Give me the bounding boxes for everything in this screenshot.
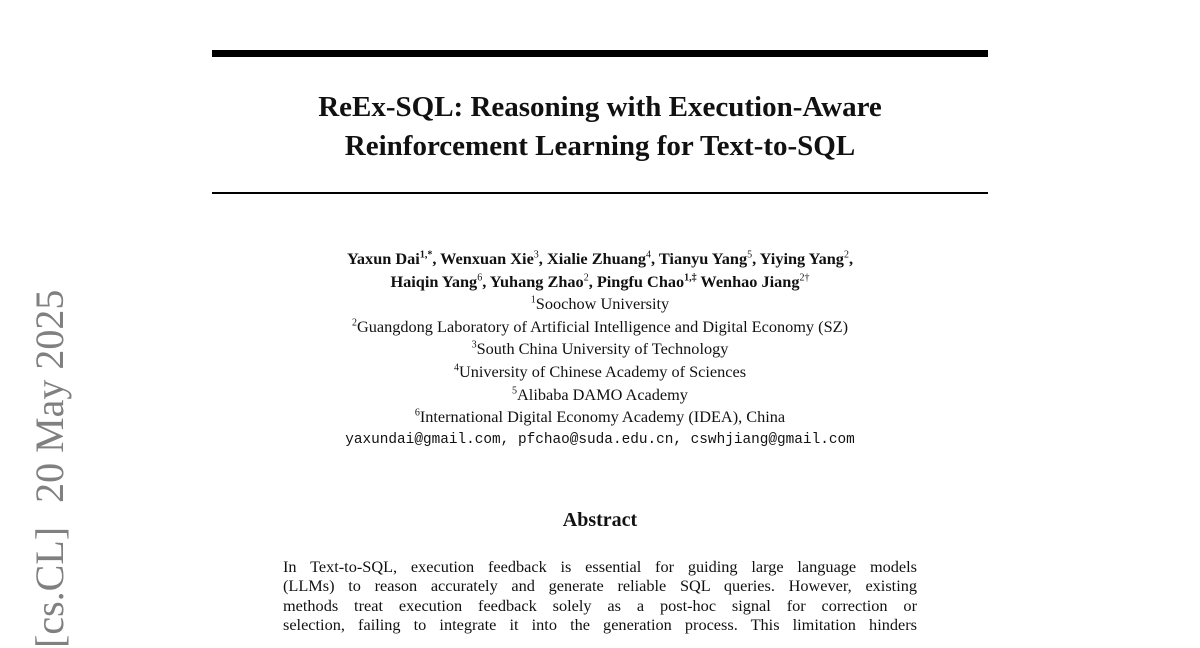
author-name: , Yiying Yang	[752, 249, 844, 268]
author-sup: 4	[646, 249, 652, 261]
affiliation-sup: 6	[414, 407, 420, 419]
abstract-line: methods treat execution feedback solely as a post-hoc signal for correction or	[283, 595, 917, 615]
title-line-2: Reinforcement Learning for Text-to-SQL	[344, 130, 856, 162]
author-row-2	[212, 271, 988, 294]
abstract-line: In Text-to-SQL, execution feedback is essential for guiding large language models	[283, 557, 917, 576]
author-name: , Tianyu Yang	[651, 249, 748, 268]
arxiv-date: 20 May 2025	[27, 289, 72, 503]
title-rule-bottom	[212, 192, 988, 194]
affiliation-text: University of Chinese Academy of Sciences	[458, 361, 747, 381]
affiliation-text: South China University of Technology	[476, 339, 729, 359]
abstract-heading: Abstract	[562, 509, 638, 531]
affiliation-text: Guangdong Laboratory of Artificial Intelligence and Digital Economy (SZ)	[356, 316, 848, 336]
affiliation-1	[212, 293, 988, 316]
author-sup: 2†	[799, 272, 810, 284]
abstract-line: selection, failing to integrate it into the generation process. This limitation hinders	[283, 614, 917, 634]
affiliation-5	[212, 384, 988, 407]
affiliation-sup: 1	[530, 294, 536, 306]
author-name: Haiqin Yang	[390, 271, 478, 291]
paper-title	[212, 88, 988, 166]
author-sup: 3	[533, 249, 539, 261]
author-name: Wenhao Jiang	[696, 271, 800, 291]
author-sup: 1,‡	[684, 272, 697, 284]
affiliation-text: Soochow University	[535, 294, 670, 314]
author-row-1	[212, 248, 988, 271]
author-name: , Xialie Zhuang	[538, 249, 647, 268]
author-name: ,	[848, 249, 854, 268]
affiliation-sup: 4	[453, 362, 459, 374]
author-name: , Wenxuan Xie	[432, 249, 534, 268]
affiliation-4	[212, 361, 988, 384]
arxiv-category: [cs.CL]	[27, 526, 72, 648]
title-line-1: ReEx-SQL: Reasoning with Execution-Aware	[318, 91, 882, 123]
author-sup: 5	[747, 249, 753, 261]
author-name: Yaxun Dai	[346, 249, 420, 268]
affiliation-sup: 2	[351, 317, 357, 329]
author-sup: 1,*	[419, 249, 433, 261]
author-sup: 2	[583, 272, 589, 284]
arxiv-side-stamp	[28, 290, 72, 648]
affiliation-text: International Digital Economy Academy (IDEA), China	[419, 407, 786, 427]
author-block	[212, 248, 988, 451]
affiliation-2	[212, 316, 988, 339]
affiliation-3	[212, 338, 988, 361]
author-sup: 2	[843, 249, 849, 261]
author-name: , Yuhang Zhao	[482, 271, 584, 291]
abstract-line: (LLMs) to reason accurately and generate reliable SQL queries. However, existing	[283, 576, 917, 596]
affiliation-6	[212, 406, 988, 429]
affiliation-sup: 5	[512, 385, 518, 397]
author-name: , Pingfu Chao	[588, 271, 685, 291]
title-rule-top	[212, 50, 988, 57]
affiliation-text: Alibaba DAMO Academy	[517, 384, 688, 404]
affiliation-sup: 3	[471, 339, 477, 351]
author-emails: yaxundai@gmail.com, pfchao@suda.edu.cn, cswhjiang@gmail.com	[345, 431, 855, 448]
author-sup: 6	[477, 272, 483, 284]
abstract-body	[283, 557, 917, 634]
